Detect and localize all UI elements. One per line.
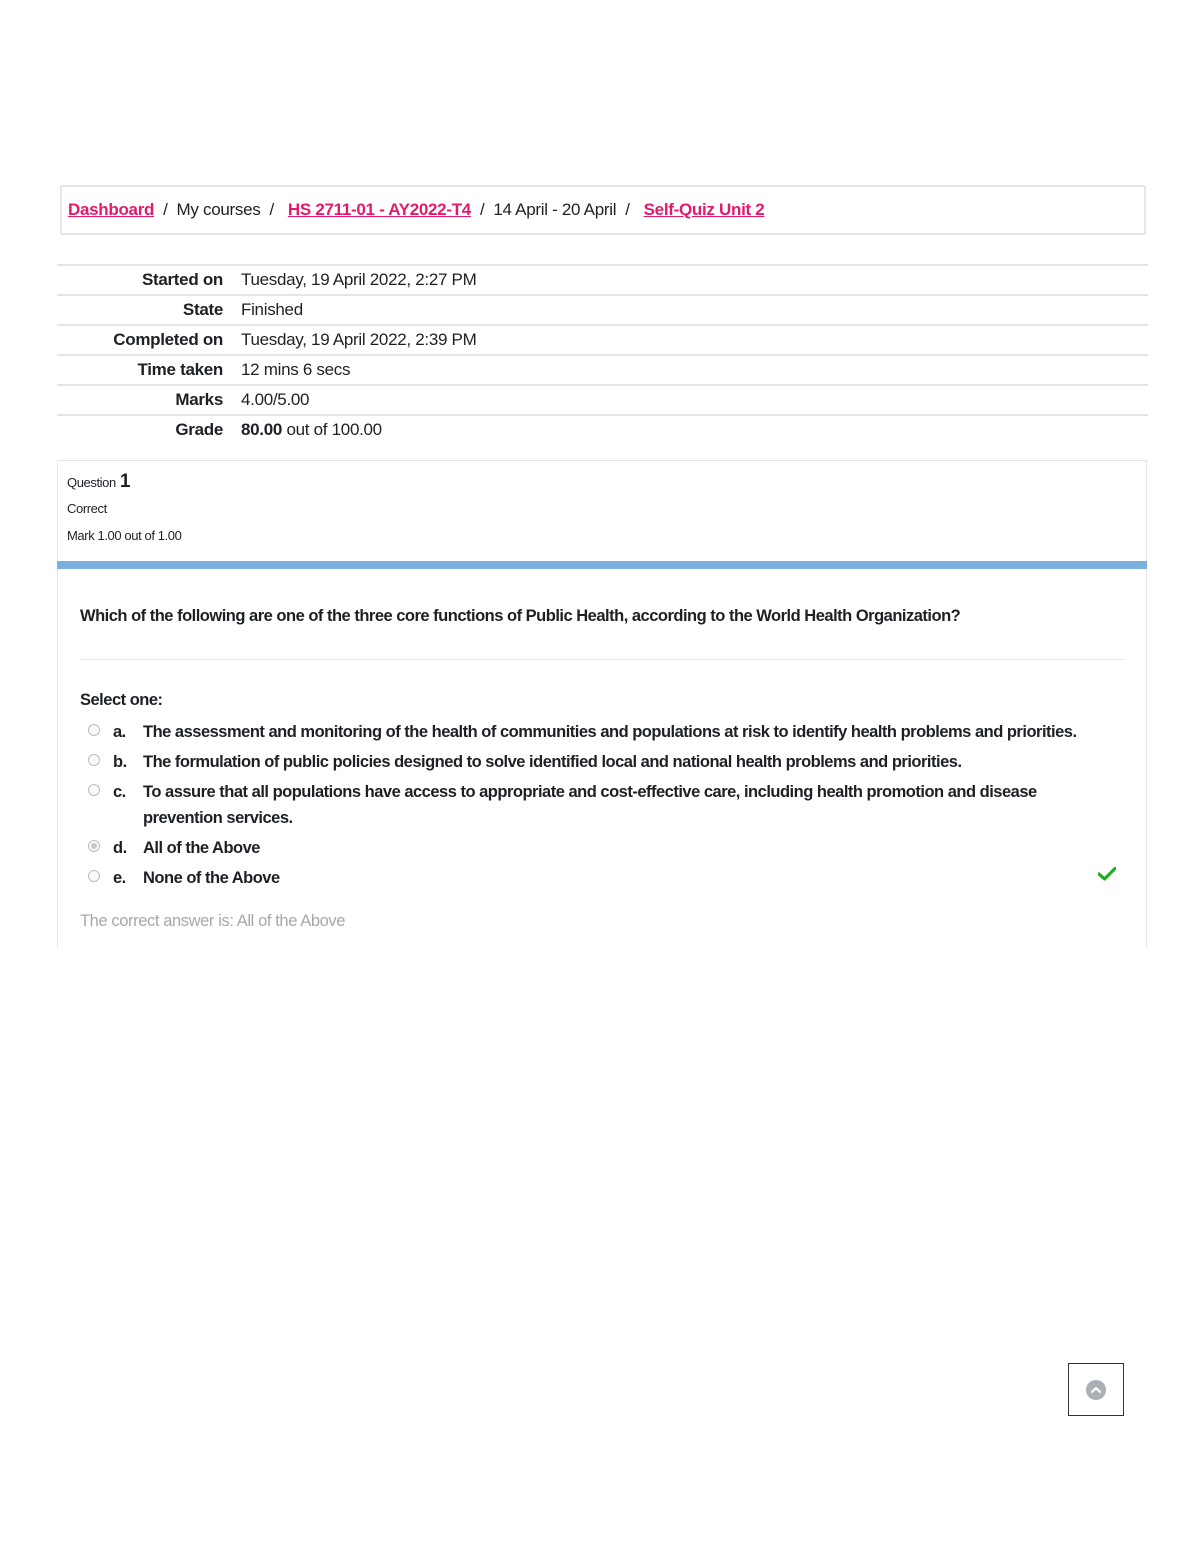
question-content xyxy=(57,569,1147,948)
question-info xyxy=(57,460,1147,561)
question-divider-bar xyxy=(57,561,1147,569)
summary-value: 12 mins 6 secs xyxy=(241,360,351,379)
question-label: Question xyxy=(67,475,116,490)
summary-row-time-taken xyxy=(57,356,1148,386)
answer-option-a[interactable] xyxy=(88,719,1088,745)
summary-row-state xyxy=(57,296,1148,326)
question-text: Which of the following are one of the three core functions of Public Health, according to the World Health Organization? xyxy=(80,607,961,625)
summary-value xyxy=(223,420,382,440)
summary-label: State xyxy=(182,300,223,319)
option-letter: d. xyxy=(113,839,127,857)
summary-label: Started on xyxy=(141,270,223,289)
radio-button[interactable] xyxy=(88,870,100,882)
breadcrumb-week: 14 April - 20 April xyxy=(493,200,617,219)
summary-row-grade xyxy=(57,416,1148,444)
radio-button[interactable] xyxy=(88,724,100,736)
option-letter: e. xyxy=(113,869,126,887)
option-letter: c. xyxy=(113,783,126,801)
answer-option-d[interactable] xyxy=(88,835,1088,861)
breadcrumb xyxy=(60,185,1146,235)
breadcrumb-my-courses: My courses xyxy=(176,200,261,219)
select-one-prompt: Select one: xyxy=(80,691,163,709)
option-text: To assure that all populations have access to appropriate and cost-effective care, including health promotion and disease prevention services. xyxy=(143,783,1037,827)
answer-option-e[interactable] xyxy=(88,865,1088,891)
question-block xyxy=(57,460,1147,948)
attempt-summary-table xyxy=(57,264,1148,444)
summary-row-started xyxy=(57,266,1148,296)
question-state: Correct xyxy=(67,501,107,516)
summary-row-completed xyxy=(57,326,1148,356)
breadcrumb-separator: / xyxy=(163,200,168,219)
option-letter: b. xyxy=(113,753,127,771)
question-divider xyxy=(80,659,1124,660)
summary-value: Tuesday, 19 April 2022, 2:27 PM xyxy=(241,270,477,289)
back-to-top-button[interactable] xyxy=(1068,1363,1124,1416)
option-text: All of the Above xyxy=(143,839,260,857)
breadcrumb-quiz-link[interactable]: Self-Quiz Unit 2 xyxy=(643,200,765,219)
answer-options xyxy=(88,719,1088,895)
question-number-line xyxy=(67,471,1146,497)
summary-label: Time taken xyxy=(137,360,223,379)
check-icon xyxy=(1098,867,1116,881)
summary-label: Grade xyxy=(175,420,223,439)
breadcrumb-separator: / xyxy=(479,200,485,219)
summary-row-marks xyxy=(57,386,1148,416)
radio-button-selected[interactable] xyxy=(88,840,100,852)
breadcrumb-separator: / xyxy=(269,200,274,219)
breadcrumb-separator: / xyxy=(625,200,630,219)
summary-value: 4.00/5.00 xyxy=(241,390,310,409)
option-letter: a. xyxy=(113,723,126,741)
radio-button[interactable] xyxy=(88,784,100,796)
option-text: The formulation of public policies designed to solve identified local and national health problems and priorities. xyxy=(143,753,962,771)
breadcrumb-course-link[interactable]: HS 2711-01 - AY2022-T4 xyxy=(287,200,471,219)
summary-value: Tuesday, 19 April 2022, 2:39 PM xyxy=(241,330,477,349)
summary-label: Completed on xyxy=(113,330,223,349)
option-text: The assessment and monitoring of the health of communities and populations at risk to identify health problems and priorities. xyxy=(143,723,1077,741)
grade-value: 80.00 xyxy=(241,420,283,439)
radio-button[interactable] xyxy=(88,754,100,766)
correct-answer-feedback: The correct answer is: All of the Above xyxy=(80,912,346,930)
option-text: None of the Above xyxy=(143,869,280,887)
question-mark: Mark 1.00 out of 1.00 xyxy=(67,528,182,543)
grade-suffix: out of 100.00 xyxy=(286,420,382,439)
answer-option-c[interactable] xyxy=(88,779,1088,831)
summary-label: Marks xyxy=(175,390,223,409)
summary-value: Finished xyxy=(241,300,303,319)
question-number: 1 xyxy=(119,471,131,492)
breadcrumb-dashboard-link[interactable]: Dashboard xyxy=(68,200,155,219)
answer-option-b[interactable] xyxy=(88,749,1088,775)
chevron-up-icon xyxy=(1086,1380,1106,1400)
